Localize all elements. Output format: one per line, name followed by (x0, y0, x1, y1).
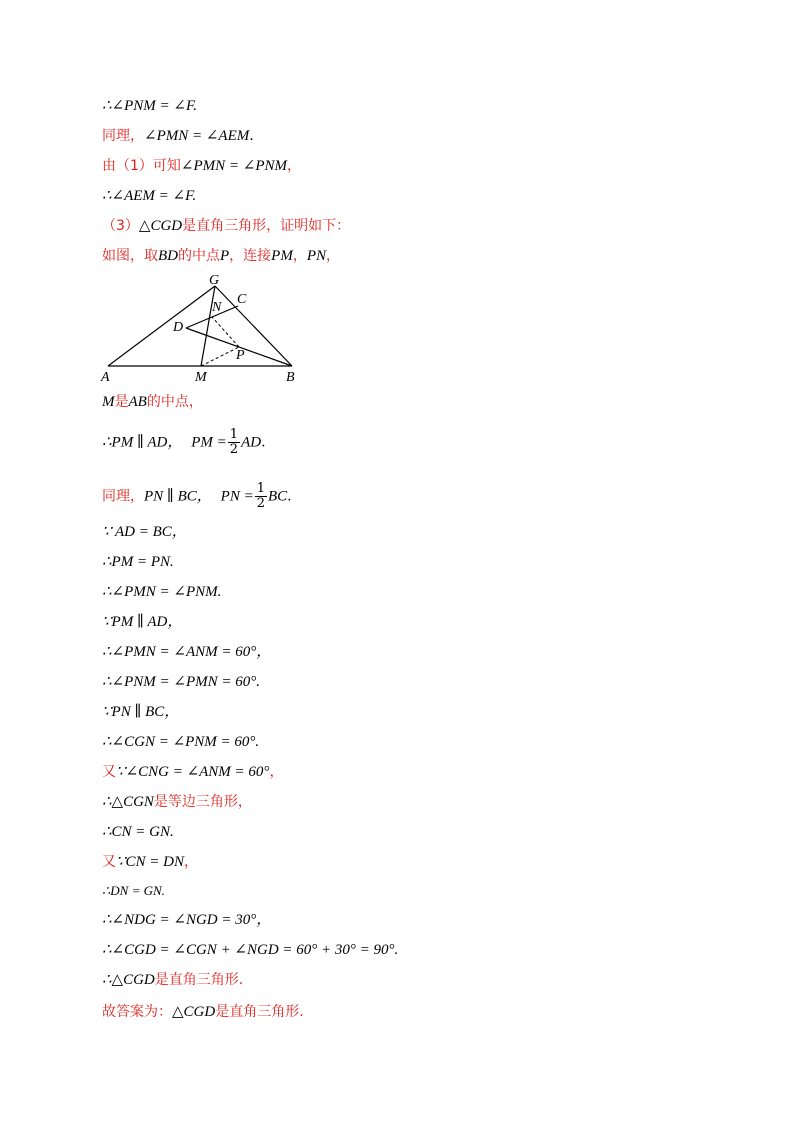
proof-line-12: ∴∠PMN = ∠PNM. (102, 584, 222, 600)
proof-line-22: ∴DN = GN. (102, 883, 165, 898)
proof-line-5: （3）△CGD是直角三角形，证明如下： (102, 218, 351, 234)
label-b: B (286, 370, 295, 385)
proof-line-17: ∴∠CGN = ∠PNM = 60°. (102, 734, 260, 750)
segment-ag (108, 286, 215, 366)
label-n: N (212, 300, 222, 315)
proof-line-21: 又∵CN = DN， (102, 854, 199, 870)
proof-line-26: 故答案为：△CGD是直角三角形. (102, 1004, 304, 1020)
label-d: D (173, 320, 184, 335)
proof-line-24: ∴∠CGD = ∠CGN + ∠NGD = 60° + 30° = 90°. (102, 942, 399, 958)
proof-line-7: M是AB的中点， (102, 394, 203, 410)
proof-line-4: ∴∠AEM = ∠F. (102, 188, 197, 204)
proof-line-6: 如图，取BD的中点P，连接PM，PN， (102, 248, 341, 264)
proof-line-1: ∴∠PNM = ∠F. (102, 98, 197, 114)
segment-mg (201, 286, 215, 366)
fraction: $\frac{1}{2}$ (256, 481, 265, 511)
proof-line-19: ∴△CGN是等边三角形， (102, 794, 252, 810)
label-a: A (101, 370, 110, 385)
label-m: M (195, 370, 207, 385)
geometry-figure (98, 274, 308, 386)
proof-line-16: ∵PN ∥ BC， (102, 704, 180, 720)
proof-line-18: 又∵∠CNG = ∠ANM = 60°， (102, 764, 284, 780)
segment-gb (215, 286, 292, 366)
proof-line-2: 同理，∠PMN = ∠AEM. (102, 128, 254, 144)
proof-line-8: ∴PM ∥ AD， PM = $\frac{1}{2}$ AD. (102, 427, 266, 457)
proof-line-23: ∴∠NDG = ∠NGD = 30°， (102, 912, 272, 928)
fraction: $\frac{1}{2}$ (229, 427, 239, 457)
proof-line-14: ∴∠PMN = ∠ANM = 60°， (102, 644, 272, 660)
proof-line-3: 由（1）可知∠PMN = ∠PNM， (102, 158, 302, 174)
proof-line-10: ∵ AD = BC， (102, 524, 187, 540)
proof-line-15: ∴∠PNM = ∠PMN = 60°. (102, 674, 260, 690)
proof-line-13: ∵PM ∥ AD， (102, 614, 183, 630)
proof-line-9: 同理，PN ∥ BC， PN = $\frac{1}{2}$ BC. (102, 481, 292, 511)
segment-pm (201, 347, 239, 366)
proof-line-25: ∴△CGD是直角三角形. (102, 972, 244, 988)
label-p: P (236, 348, 245, 363)
label-c: C (237, 292, 247, 307)
proof-line-20: ∴CN = GN. (102, 824, 174, 840)
proof-line-11: ∴PM = PN. (102, 554, 174, 570)
label-g: G (209, 274, 220, 288)
